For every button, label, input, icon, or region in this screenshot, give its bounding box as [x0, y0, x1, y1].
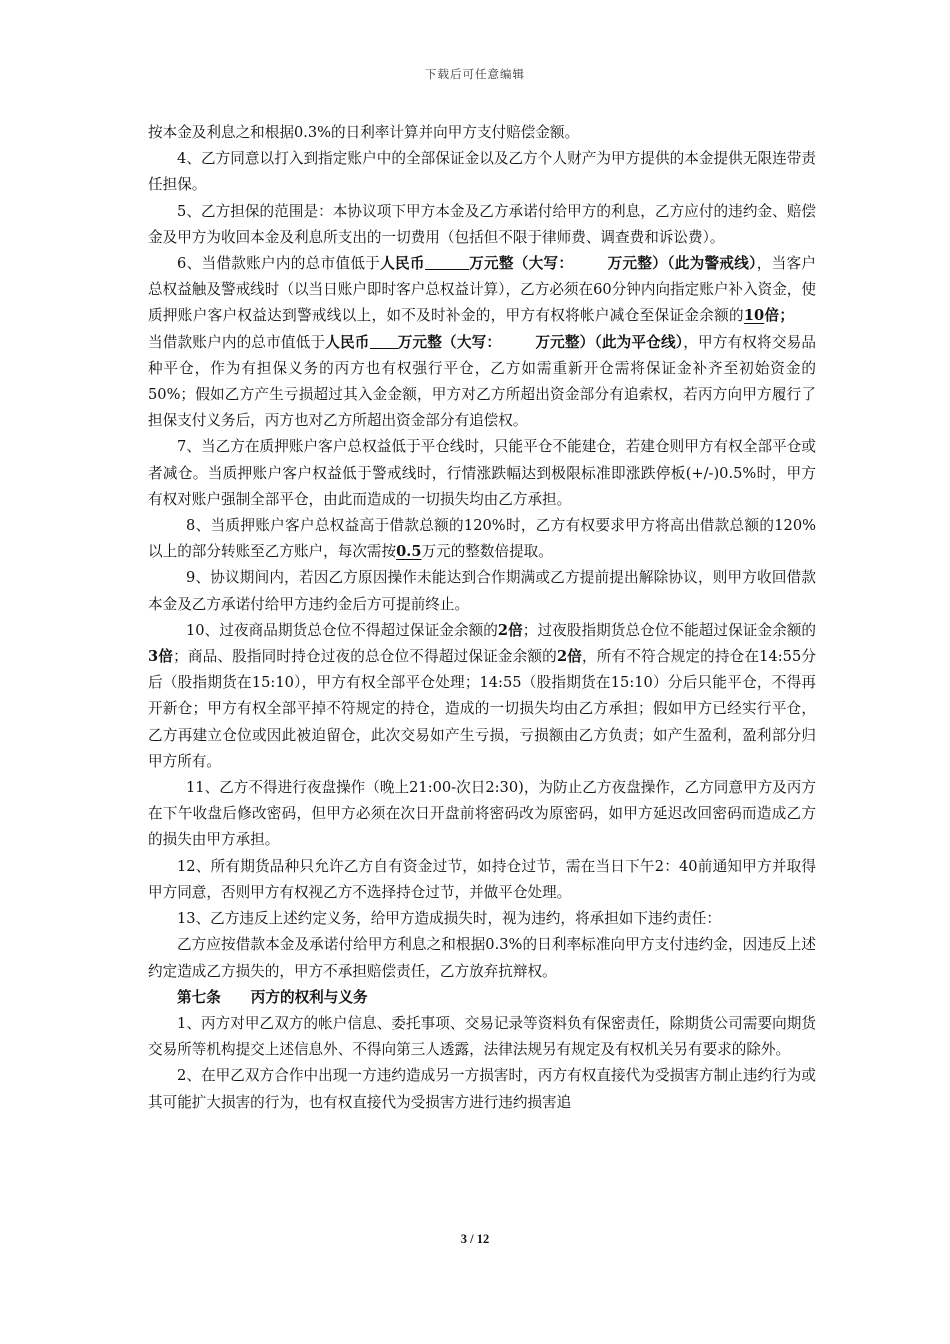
clause-11: 11、乙方不得进行夜盘操作（晚上21:00-次日2:30)，为防止乙方夜盘操作，乙方同意甲方及丙方在下午收盘后修改密码，但甲方必须在次日开盘前将密码改为原密码，如甲方延迟改回密码而造成乙方的损失由甲方承担。: [148, 779, 816, 849]
article-7-heading: [148, 985, 816, 1011]
warning-amount-blank: [425, 255, 469, 270]
clause-8-text-2: 万元的整数倍提取。: [421, 543, 553, 561]
clause-8-amount: 0.5: [396, 543, 422, 561]
clause-8-text-1: 8、当质押账户客户总权益高于借款总额的120%时，乙方有权要求甲方将高出借款总额的120%以上的部分转账至乙方账户，每次需按: [148, 517, 816, 561]
clause-10: [148, 618, 816, 775]
clause-10-text-1: 10、过夜商品期货总仓位不得超过保证金余额的: [186, 621, 498, 639]
clause-8: [148, 513, 816, 565]
page-number: 3 / 12: [460, 1232, 490, 1246]
clause-6-text-4: ，甲方有权将交易品种平仓，作为有担保义务的丙方也有权强行平仓，乙方如需重新开仓需将保证金补齐至初始资金的50%；假如乙方产生亏损超过其入金金额，甲方对乙方所超出资金部分有追索权，若丙方向甲方履行了担保支付义务后，丙方也对乙方所超出资金部分有追偿权。: [148, 333, 816, 430]
clause-10-text-2: ；过夜股指期货总仓位不能超过保证金余额的: [522, 621, 816, 639]
clause-10-limit-2: 3倍: [148, 648, 174, 666]
clause-6-multiple: 10: [743, 307, 765, 325]
clause-9: 9、协议期间内，若因乙方原因操作未能达到合作期满或乙方提前提出解除协议，则甲方收回借款本金及乙方承诺付给甲方违约金后方可提前终止。: [148, 569, 816, 613]
clause-10-text-3: ；商品、股指同时持仓过夜的总仓位不得超过保证金余额的: [173, 648, 557, 666]
clause-13-penalty: 乙方应按借款本金及承诺付给甲方利息之和根据0.3%的日利率标准向甲方支付违约金，因违反上述约定造成乙方损失的，甲方不承担赔偿责任，乙方放弃抗辩权。: [148, 936, 816, 980]
liquidation-amount-blank: [370, 334, 398, 349]
clause-13: 13、乙方违反上述约定义务，给甲方造成损失时，视为违约，将承担如下违约责任：: [177, 910, 721, 928]
clause-6-text-3: 当借款账户内的总市值低于: [148, 333, 326, 351]
clause-6-text-1: 6、当借款账户内的总市值低于: [177, 255, 381, 273]
article-7-clause-2: 2、在甲乙双方合作中出现一方违约造成另一方损害时，丙方有权直接代为受损害方制止违约行为或其可能扩大损害的行为，也有权直接代为受损害方进行违约损害追: [148, 1067, 816, 1111]
document-body: [148, 120, 816, 1116]
clause-6-liquidation-line: 万元整）（此为平仓线）: [535, 333, 684, 351]
clause-6-warning-line: 万元整）（此为警戒线）: [607, 255, 757, 273]
clause-6: [148, 251, 816, 434]
clause-6-times: 倍；: [764, 307, 794, 325]
clause-6-rmb-2: 人民币: [325, 333, 370, 351]
article-7-title: 丙方的权利与义务: [250, 988, 368, 1006]
page-header-note: 下载后可任意编辑: [425, 67, 525, 81]
clause-7: 7、当乙方在质押账户客户总权益低于平仓线时，只能平仓不能建仓，若建仓则甲方有权全部平仓或者减仓。当质押账户客户权益低于警戒线时，行情涨跌幅达到极限标准即涨跌停板(+/-)0.5%时，甲方有权对账户强制全部平仓，由此而造成的一切损失均由乙方承担。: [148, 438, 816, 508]
clause-6-amount-label-1: 万元整（大写：: [468, 255, 574, 273]
clause-10-text-4: ，所有不符合规定的持仓在14:55分后（股指期货在15:10），甲方有权全部平仓处理；14:55（股指期货在15:10）分后只能平仓，不得再开新仓；甲方有权全部平掉不符规定的持仓，造成的一切损失均由乙方承担；假如甲方已经实行平仓，乙方再建立仓位或因此被迫留仓，此次交易如产生亏损，亏损额由乙方负责；如产生盈利，盈利部分归甲方所有。: [148, 648, 817, 770]
article-7-number: 第七条: [177, 988, 221, 1006]
clause-10-limit-3: 2倍: [556, 648, 583, 666]
clause-4: 4、乙方同意以打入到指定账户中的全部保证金以及乙方个人财产为甲方提供的本金提供无限连带责任担保。: [148, 150, 816, 194]
clause-10-limit-1: 2倍: [497, 621, 523, 639]
clause-6-rmb-1: 人民币: [380, 255, 425, 273]
article-7-clause-1: 1、丙方对甲乙双方的帐户信息、委托事项、交易记录等资料负有保密责任，除期货公司需要向期货交易所等机构提交上述信息外、不得向第三人透露，法律法规另有规定及有权机关另有要求的除外。: [148, 1014, 816, 1059]
clause-12: 12、所有期货品种只允许乙方自有资金过节，如持仓过节，需在当日下午2：40前通知甲方并取得甲方同意，否则甲方有权视乙方不选择持仓过节，并做平仓处理。: [148, 857, 816, 901]
clause-6-text-2: ，当客户总权益触及警戒线时（以当日账户即时客户总权益计算），乙方必须在60分钟内向指定账户补入资金，使质押账户客户权益达到警戒线以上，如不及时补金的，甲方有权将帐户减仓至保证金余额的: [148, 255, 816, 325]
paragraph-continuation: 按本金及利息之和根据0.3%的日利率计算并向甲方支付赔偿金额。: [148, 124, 580, 141]
clause-5: 5、乙方担保的范围是：本协议项下甲方本金及乙方承诺付给甲方的利息，乙方应付的违约金、赔偿金及甲方为收回本金及利息所支出的一切费用（包括但不限于律师费、调查费和诉讼费）。: [148, 202, 816, 246]
clause-6-amount-label-2: 万元整（大写：: [397, 333, 502, 351]
